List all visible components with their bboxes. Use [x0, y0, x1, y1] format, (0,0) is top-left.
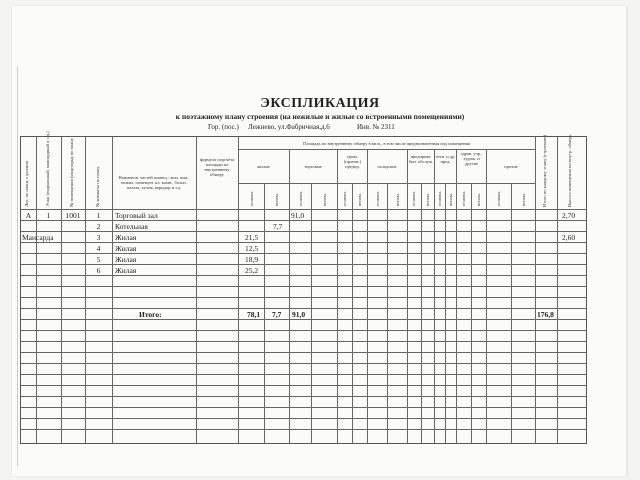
sub-aux: вспом.: [395, 193, 400, 206]
row3-height: 2,60: [562, 233, 576, 242]
sub-main: основн.: [437, 191, 442, 206]
sub-main: основн.: [461, 191, 466, 206]
inventory-number: Инв. № 2311: [357, 123, 395, 131]
sub-main: основн.: [249, 191, 254, 206]
row5-res-main: 18,9: [245, 255, 259, 264]
header-residential: жилые: [257, 164, 270, 169]
row5-name: Жилая: [115, 255, 137, 264]
row3-room: 3: [96, 233, 101, 242]
totals-label: Итого:: [139, 310, 162, 319]
sub-aux: вспом.: [521, 193, 526, 206]
row1-room: 1: [96, 211, 101, 220]
row2-res-aux: 7,7: [273, 222, 283, 231]
row4-room: 4: [96, 244, 101, 253]
totals-trade-main: 91,0: [292, 310, 306, 319]
row5-room: 5: [96, 255, 101, 264]
sub-main: основн.: [342, 191, 347, 206]
explication-table: [20, 131, 587, 444]
header-room: № комнаты по плану: [95, 166, 100, 207]
sub-aux: вспом.: [357, 193, 362, 206]
header-height: Высота помещения по внутр. обмеру: [567, 134, 572, 207]
sub-aux: вспом.: [322, 193, 327, 206]
header-industrial: пром. (произв.) предпр.: [343, 154, 362, 169]
row1-floor: 1: [46, 211, 51, 220]
sub-main: основн.: [411, 191, 416, 206]
row3-name: Жилая: [115, 233, 137, 242]
sub-main: основн.: [375, 191, 380, 206]
sub-main: основн.: [496, 191, 501, 206]
header-floor: Этаж (подвальный, мансардный и т.д.): [45, 131, 50, 207]
header-area-group: Площадь по внутреннему обмеру в кв.м., в том числе предназначенная под помещения: [303, 141, 470, 146]
header-total: Итого по каждому этажу (строению): [542, 135, 547, 207]
row6-name: Жилая: [115, 266, 137, 275]
sub-aux: вспом.: [476, 193, 481, 206]
row3-lit: Мансарда: [22, 233, 54, 242]
header-apartment: № помещения (квартиры) по плану: [69, 137, 74, 207]
row6-res-main: 25,2: [245, 266, 259, 275]
sub-aux: вспом.: [274, 193, 279, 206]
row4-res-main: 12,5: [245, 244, 259, 253]
page-title: ЭКСПЛИКАЦИЯ: [260, 96, 380, 111]
location-prefix: Гор. (пос.): [208, 123, 239, 131]
location-address: Лежнево, ул.Фабричная,д.6: [248, 123, 330, 131]
row1-lit: А: [25, 211, 32, 220]
row4-name: Жилая: [115, 244, 137, 253]
edge-line: [626, 6, 628, 476]
totals-grand: 176,8: [537, 310, 554, 319]
header-formula: формула подсчёта площади по внутреннему обмеру: [199, 157, 235, 177]
header-storage: складские: [377, 164, 397, 169]
header-tech: техн. и др. пред.: [435, 154, 456, 164]
row6-room: 6: [96, 266, 101, 275]
page-subtitle: к поэтажному плану строения (на нежилые и жилые со встроенными помещениями): [175, 112, 465, 121]
header-other: прочие: [504, 164, 518, 169]
row2-room: 2: [96, 222, 101, 231]
header-health: здрав. учр., худож. и другие: [460, 151, 483, 166]
header-name: Наименов. частей помещ.: жил. ком., нежил. помещен. кл. комн., больн. палата, кухня, коридор и т.д.: [118, 175, 190, 190]
row1-trade-main: 91,0: [291, 211, 305, 220]
totals-res-aux: 7,7: [272, 310, 282, 319]
header-lit: Лит. по плану строения: [24, 161, 29, 207]
sub-aux: вспом.: [448, 193, 453, 206]
header-trade: торговые: [304, 164, 322, 169]
header-service: предприят. быт. обслуж.: [408, 154, 434, 164]
row2-name: Котельная: [115, 222, 148, 231]
row1-name: Торговый зал: [115, 211, 158, 220]
margin-line: [17, 66, 18, 466]
totals-res-main: 78,1: [247, 310, 261, 319]
row3-res-main: 21,5: [245, 233, 259, 242]
row1-height: 2,70: [562, 211, 576, 220]
row1-apartment: 1001: [65, 211, 81, 220]
sub-aux: вспом.: [425, 193, 430, 206]
sub-main: основн.: [298, 191, 303, 206]
